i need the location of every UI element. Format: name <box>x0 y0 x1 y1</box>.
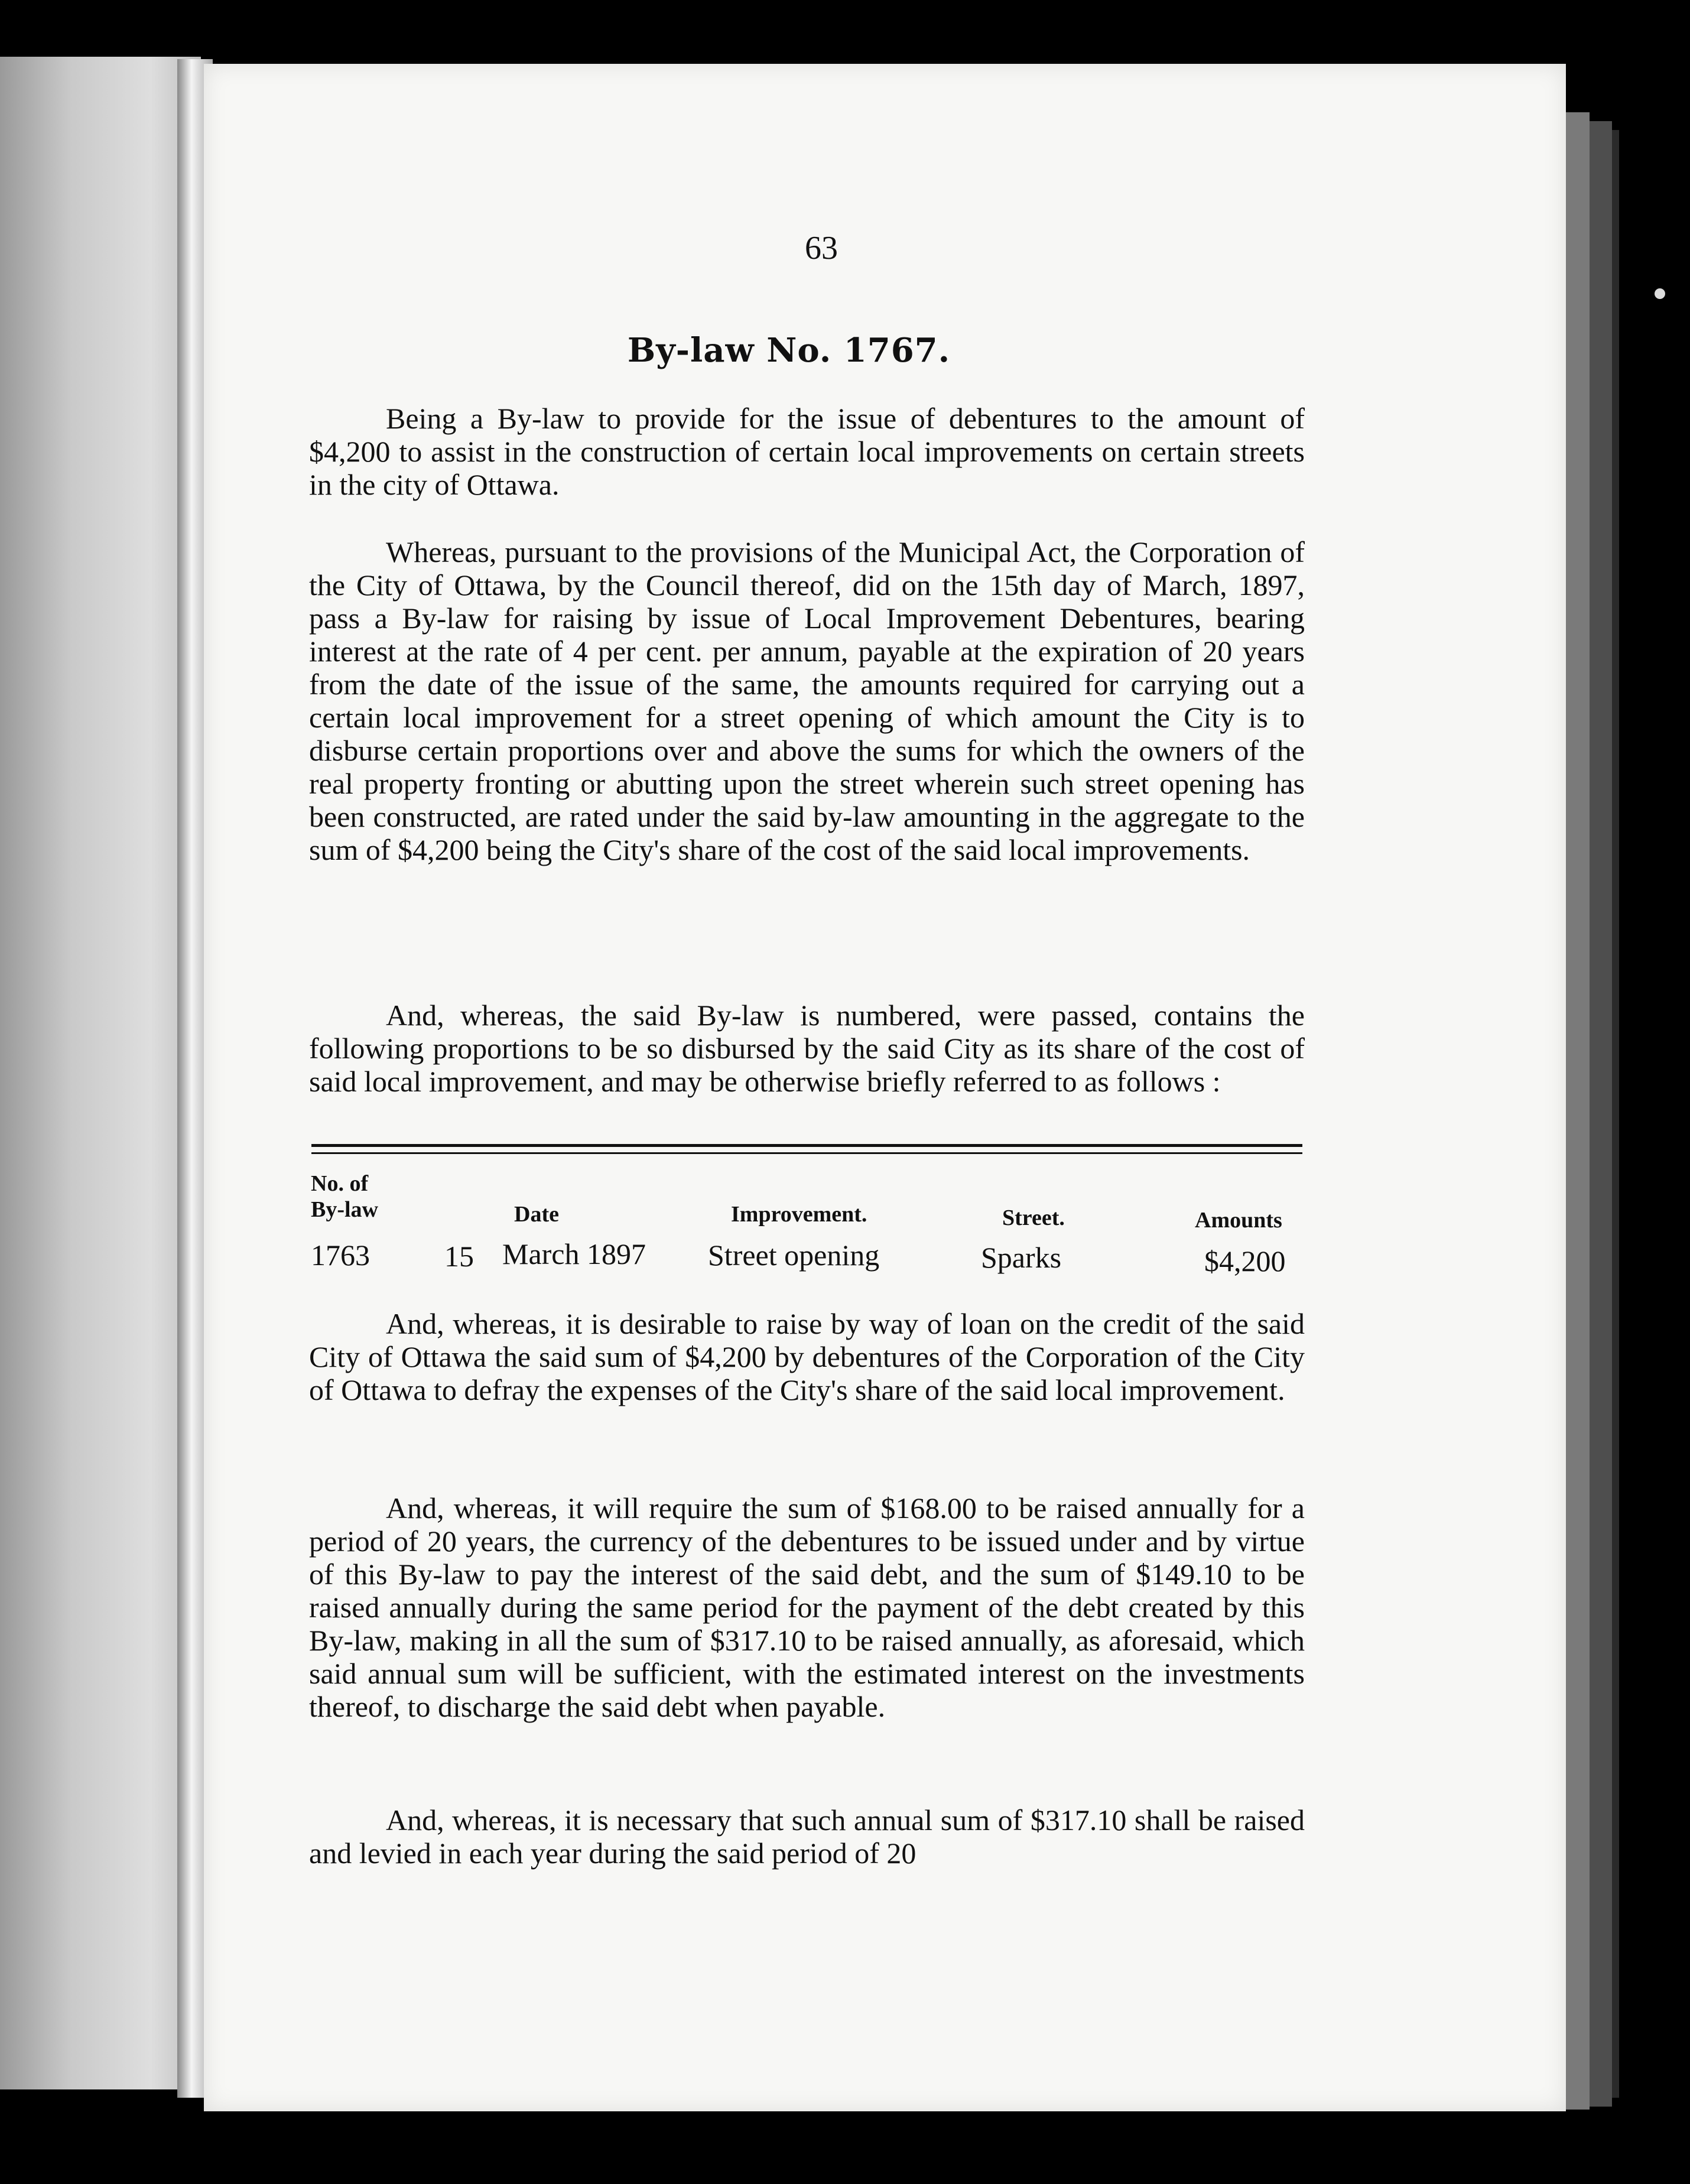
cell-improvement: Street opening <box>708 1239 880 1272</box>
scan-speck <box>1655 288 1665 299</box>
header-improvement: Improvement. <box>731 1202 867 1227</box>
page-number: 63 <box>805 230 838 266</box>
table-rule <box>311 1144 1302 1147</box>
cell-date-month-year: March 1897 <box>502 1237 646 1270</box>
cell-amount: $4,200 <box>1204 1244 1286 1278</box>
header-date: Date <box>514 1202 559 1227</box>
page-stack-edge <box>1566 112 1590 2110</box>
table-rule <box>311 1152 1302 1154</box>
header-no-of: No. of <box>311 1171 369 1196</box>
cell-date-day: 15 <box>444 1240 474 1273</box>
whereas-paragraph: Whereas, pursuant to the provisions of the Municipal Act, the Corporation of the City of Ottawa, by the Council thereof, did on the 15th day of March, 1897, pass a By-law for raising by issue of Local Improvement Debentures, bearing interest at the rate of 4 per cent. per annum, payable at the expiration of 20 years from the date of the issue of the same, the amounts required for carrying out a certain local improvement for a street opening of which amount the City is to disburse certain proportions over and above the sums for which the owners of the real property fronting or abutting upon the street wherein such street opening has been constructed, are rated under the said by-law amounting in the aggregate to the sum of $4,200 being the City's share of the cost of the said local improvements. <box>309 535 1305 866</box>
whereas-paragraph: And, whereas, it will require the sum of $168.00 to be raised annually for a period of 20 years, the currency of the debentures to be issued under and by virtue of this By-law to pay the interest of the said debt, and the sum of $149.10 to be raised annually during the same period for the payment of the debt created by this By-law, making in all the sum of $317.10 to be raised annually, as aforesaid, which said annual sum will be sufficient, with the estimated interest on the investments thereof, to discharge the said debt when payable. <box>309 1491 1305 1723</box>
whereas-paragraph: And, whereas, it is desirable to raise by way of loan on the credit of the said City of Ottawa the said sum of $4,200 by debentures of the Corporation of the City of Ottawa to defray the expenses of the City's share of the said local improvement. <box>309 1307 1305 1406</box>
whereas-paragraph: And, whereas, it is necessary that such annual sum of $317.10 shall be raised and levied in each year during the said period of 20 <box>309 1803 1305 1870</box>
cell-street: Sparks <box>981 1241 1062 1274</box>
cell-bylaw-no: 1763 <box>311 1239 370 1272</box>
header-amounts: Amounts <box>1195 1208 1282 1233</box>
header-bylaw: By-law <box>311 1197 378 1222</box>
page-stack-edge <box>1590 121 1612 2107</box>
page-stack-edge <box>1612 130 1619 2098</box>
header-street: Street. <box>1002 1205 1065 1230</box>
adjacent-page <box>0 57 201 2089</box>
whereas-paragraph: And, whereas, the said By-law is numbered, were passed, contains the following proportions to be so disbursed by the said City as its share of the cost of said local improvement, and may be otherwise briefly referred to as follows : <box>309 999 1305 1098</box>
preamble-paragraph: Being a By-law to provide for the issue of debentures to the amount of $4,200 to assist in the construction of certain local improvements on certain streets in the city of Ottawa. <box>309 402 1305 501</box>
bylaw-title: By-law No. 1767. <box>627 331 951 370</box>
